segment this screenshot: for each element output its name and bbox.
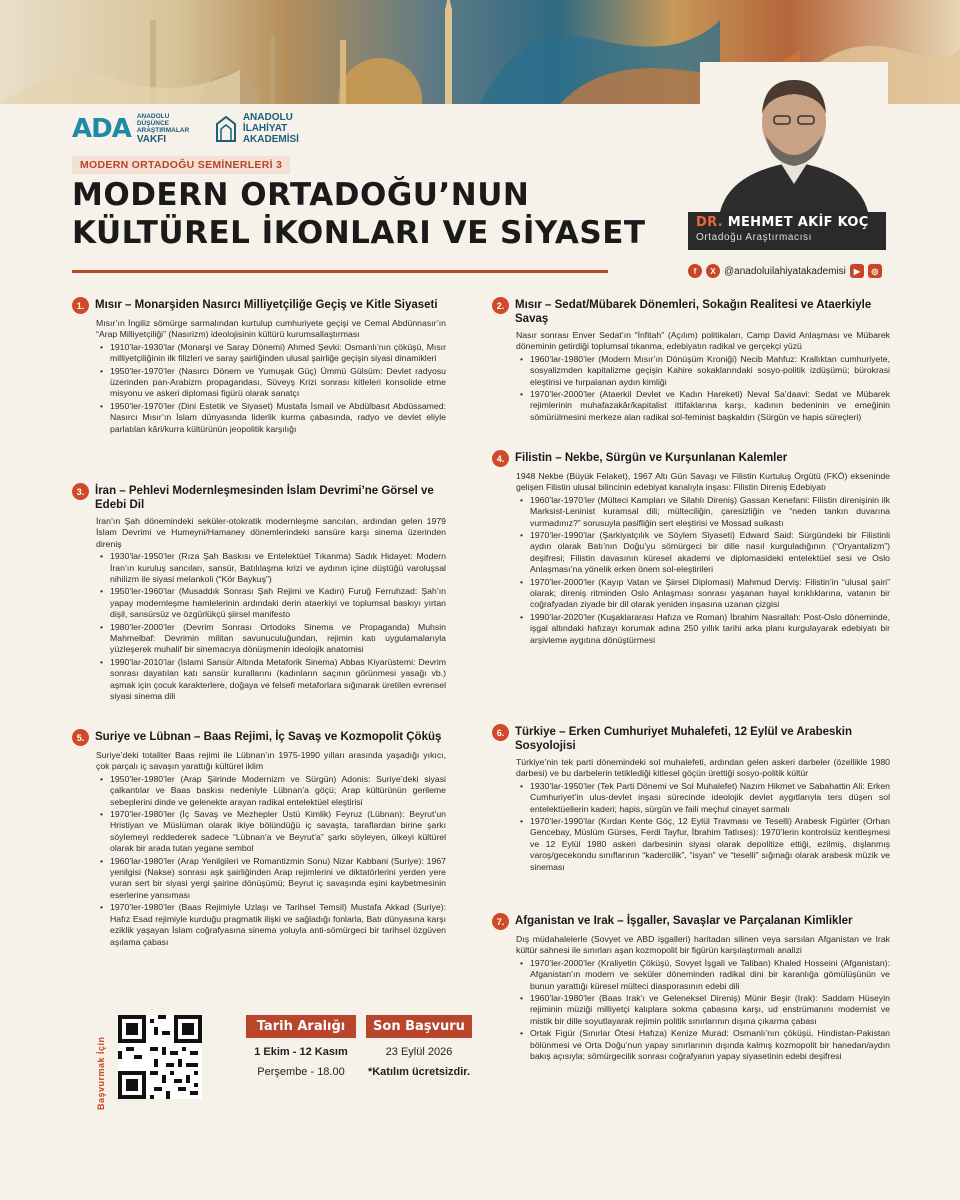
section-intro: Dış müdahalelerle (Sovyet ve ABD işgalleri) haritadan silinen veya sarsılan Afganistan ve Irak kültür sahnesi ile sınırları aşan kozmopolit bir figürün karşılaştırmalı analizi bbox=[516, 934, 890, 956]
list-item: • 1960’lar-1980’ler (Arap Yenilgileri ve Romantizmin Sonu) Nizar Kabbani (Suriye): 1967 yenilgisi (Nakse) sonrası aşk şairliğinden Arap rejimlerini ve diktatörlerini yerden yere vuran sert bir siyasi yergi şairine dönüşümü; Beyrut iç savaşında eşini kaybetmesinin eserlerine yansıması bbox=[110, 856, 446, 902]
section-intro: İran’ın Şah dönemindeki seküler-otokratik modernleşme sancıları, ardından gelen 1979 İslam Devrimi ve Humeyni/Hamaney dönemlerindeki sansüre karşı sinema üzerinden direniş bbox=[96, 516, 446, 549]
aia-logo-line-2: İLAHİYAT bbox=[242, 123, 288, 134]
logo-group bbox=[72, 112, 299, 145]
list-item: • 1970’ler-1990’lar (Kırdan Kente Göç, 12 Eylül Travması ve Teselli) Arabesk Figürler (Orhan Gencebay, Müslüm Gürses, Ferdi Tayfur, İbrahim Tatlıses): 1970’lerin kontrolsüz kentleşmesi ve 12 Eylül 1980 askeri darbesinin siyasi olarak depolitize ettiği, ezilmiş, dışlanmış varoş/gecekondu sınıflarının “kadercilik”, “isyan” ve “teselli” sığınağı olarak arabesk müzik ve sineması bbox=[530, 816, 890, 873]
speaker-portrait bbox=[700, 62, 888, 212]
list-item: • 1970’ler-2000’ler (Kayıp Vatan ve Şiirsel Diplomasi) Mahmud Derviş: Filistin’in “ulusal şairi” olarak; direniş ritminden Oslo Anlaşması sonrası yaşanan hayal kırıklıklarına, vatanın bir coğrafyadan ziyade bir dil olarak yeniden inşasına uzanan çizgisi bbox=[530, 577, 890, 611]
section-number: 3. bbox=[72, 483, 89, 500]
section-number: 5. bbox=[72, 729, 89, 746]
title-line-1: MODERN ORTADOĞU’NUN bbox=[72, 177, 530, 213]
ada-logo bbox=[72, 113, 197, 145]
list-item: • Ortak Figür (Sınırlar Ötesi Hafıza) Kenize Murad: Osmanlı’nın çöküşü, Hindistan-Pakistan bölünmesi ve Orta Doğu’nun yapay sınırlarının dışında kalmış kozmopolit bir hanedan/aydın bakış açısıyla; sömürgecilik sonrası coğrafyanın yapay siyasetinin edebi deşifresi bbox=[530, 1028, 890, 1062]
list-item: • 1970’ler-1980’ler (İç Savaş ve Mezhepler Üstü Kimlik) Feyruz (Lübnan): Beyrut’un Hristiyan ve Müslüman olarak ikiye bölündüğü iç savaşta, taraflardan birine şarkı söylemeyi reddederek sadece “Lübnan’a ve Beyrut’a” şarkı söyleyen, ülkeyi kültürel olarak bir arada tutan yegane sembol bbox=[110, 809, 446, 855]
ada-logo-name: VAKFI bbox=[136, 133, 167, 145]
youtube-icon[interactable]: ▶ bbox=[850, 264, 864, 278]
aia-logo-line-3: AKADEMİSİ bbox=[242, 134, 299, 145]
section-number: 7. bbox=[492, 913, 509, 930]
section-intro: Mısır’ın İngiliz sömürge sarmalından kurtulup cumhuriyete geçişi ve Cemal Abdünnasır’ın “Arap Milliyetçiliği” (Nasırizm) ideolojisinin kültürü kurumsallaştırması bbox=[96, 318, 446, 340]
x-icon[interactable]: X bbox=[706, 264, 720, 278]
section-list bbox=[96, 342, 446, 435]
section-list bbox=[96, 774, 446, 948]
section-number: 2. bbox=[492, 297, 509, 314]
section-7 bbox=[492, 914, 890, 1062]
section-intro: Nasır sonrası Enver Sedat’ın “İnfitah” (Açılım) politikaları, Camp David Anlaşması ve Mübarek döneminin getirdiği toplumsal tıkanma, edebiyatın radikal ve gerçekçi yüzü bbox=[516, 330, 890, 352]
page-title bbox=[72, 176, 646, 252]
list-item: • 1990’lar-2020’ler (Kuşaklararası Hafıza ve Roman) İbrahim Nasrallah: Post-Oslo döneminde, işgal altındaki hafızayı korumak adına 250 yıllık tarihi arka planı kurgulayarak edebiyatı bir arşivleme aygıtına dönüştürmesi bbox=[530, 612, 890, 646]
list-item: • 1980’ler-2000’ler (Devrim Sonrası Ortodoks Sinema ve Propaganda) Muhsin Mahmelbaf: Devrimin militan savunuculuğundan, rejimin katı uygulamalarıyla yüzleşerek muhalif bir sinemacıya dönüşmenin ideolojik anatomisi bbox=[110, 622, 446, 656]
aia-logo-line-1: ANADOLU bbox=[242, 112, 293, 123]
section-number: 6. bbox=[492, 724, 509, 741]
speaker-name: MEHMET AKİF KOÇ bbox=[727, 215, 869, 230]
section-number: 4. bbox=[492, 450, 509, 467]
list-item: • 1970’ler-2000’ler (Ataerkil Devlet ve Kadın Hareketi) Neval Sa’daavi: Sedat ve Mübarek rejimlerinin muhafazakâr/kapitalist ittifaklarına karşı, kadının bedeninin ve emeğinin sömürülmesini merkeze alan radikal sol-feminist başkaldırı (Sürgün ve hapis süreçleri) bbox=[530, 389, 890, 423]
list-item: • 1930’lar-1950’ler (Rıza Şah Baskısı ve Entelektüel Tıkanma) Sadık Hidayet: Modern İran’ın kuruluş sancıları, sansür, Batılılaşma krizi ve aydının içine düştüğü varoluşsal nihilizm ile siyasi melankoli (“Kör Baykuş”) bbox=[110, 551, 446, 585]
deadline-date: 23 Eylül 2026 bbox=[385, 1046, 453, 1058]
section-3 bbox=[72, 484, 446, 703]
section-intro: 1948 Nekbe (Büyük Felaket), 1967 Altı Gün Savaşı ve Filistin Kurtuluş Örgütü (FKÖ) ekseninde gelişen Filistin ulusal bilincinin edebiyat kanalıyla inşası: Filistin Direniş Edebiyatı bbox=[516, 471, 890, 493]
section-list bbox=[516, 958, 890, 1063]
free-participation-note: *Katılım ücretsizdir. bbox=[367, 1066, 471, 1078]
speaker-prefix: DR. bbox=[696, 215, 723, 230]
section-list bbox=[96, 551, 446, 702]
instagram-icon[interactable]: ◎ bbox=[868, 264, 882, 278]
section-title: Mısır – Sedat/Mübarek Dönemleri, Sokağın Realitesi ve Ataerkiyle Savaş bbox=[515, 299, 872, 325]
list-item: • 1960’lar-1970’ler (Mülteci Kampları ve Silahlı Direniş) Gassan Kenefani: Filistin direnişinin ilk Marksist-Leninist kuramsal dili; mülteciliğin, çaresizliğin ve “neden tankın duvarına vurmadınız?” sorusuyla pasifliğin sert eleştirisi ve Mossad suikastı bbox=[530, 495, 890, 529]
section-list bbox=[516, 781, 890, 873]
list-item: • 1960’lar-1980’ler (Modern Mısır’ın Dönüşüm Kroniği) Necib Mahfuz: Krallıktan cumhuriyete, sosyalizmden kapitalizme geçişin Kahire sokaklarındaki sosyo-politik izdüşümü; bürokrasi eleştirisi ve hırpalanan aydın kimliği bbox=[530, 354, 890, 388]
list-item: • 1910’lar-1930’lar (Monarşi ve Saray Dönemi) Ahmed Şevki: Osmanlı’nın çöküşü, Mısır milliyetçiliğinin ilk filizleri ve saray şairliğinden ulusal şairliğe geçişin siyasi dinamikleri bbox=[110, 342, 446, 365]
social-handle[interactable]: @anadoluilahiyatakademisi bbox=[724, 265, 846, 277]
section-intro: Türkiye’nin tek parti dönemindeki sol muhalefeti, ardından gelen askeri darbeler (özellikle 1980 darbesi) ve bu darbelerin tetiklediği kitlesel göçün ürettiği sosyo-politik kültür bbox=[516, 757, 890, 779]
section-title: Mısır – Monarşiden Nasırcı Milliyetçiliğe Geçiş ve Kitle Siyaseti bbox=[95, 299, 438, 311]
title-divider bbox=[72, 270, 608, 273]
list-item: • 1960’lar-1980’ler (Baas Irak’ı ve Geleneksel Direniş) Münir Beşir (Irak): Saddam Hüseyin rejiminin müziği milliyetçi kalıplara sokma çabasına karşı, ud enstrümanını modernist ve mistik bir dille soyutlayarak rejimin politik sınırlarının dışına çıkarma çabası bbox=[530, 993, 890, 1027]
list-item: • 1950’ler-1970’ler (Nasırcı Dönem ve Yumuşak Güç) Ümmü Gülsüm: Devlet radyosu üzerinden pan-Arabizm propagandası, Süveyş Krizi sonrası kitleleri konsolide etme misyonu ve askeri diplomasi figürü olarak sanatçı bbox=[110, 366, 446, 400]
session-time: Perşembe - 18.00 bbox=[257, 1066, 345, 1078]
speaker-card bbox=[688, 212, 886, 250]
section-5 bbox=[72, 730, 446, 948]
section-2 bbox=[492, 298, 890, 423]
aia-emblem-icon bbox=[215, 116, 237, 142]
list-item: • 1970’ler-1980’ler (Baas Rejimiyle Uzlaşı ve Tarihsel Temsil) Mustafa Akkad (Suriye): Hafız Esad rejimiyle kurduğu pragmatik ilişki ve sağladığı fonlarla, Batı dünyasına karşı eziklik yaşayan İslam coğrafyasına sinema yoluyla anti-sömürgeci bir tarihsel özgüven aşılama çabası bbox=[110, 902, 446, 948]
section-title: Afganistan ve Irak – İşgaller, Savaşlar ve Parçalanan Kimlikler bbox=[515, 915, 853, 927]
section-4 bbox=[492, 451, 890, 646]
qr-code[interactable] bbox=[118, 1015, 202, 1099]
section-list bbox=[516, 495, 890, 646]
facebook-icon[interactable]: f bbox=[688, 264, 702, 278]
series-tag: MODERN ORTADOĞU SEMİNERLERİ 3 bbox=[72, 156, 290, 174]
section-intro: Suriye’deki totaliter Baas rejimi ile Lübnan’ın 1975-1990 yılları arasında yaşadığı yıkıcı, çok parçalı iç savaşın yarattığı kültürel iklim bbox=[96, 750, 446, 772]
list-item: • 1950’ler-1980’ler (Arap Şiirinde Modernizm ve Sürgün) Adonis: Suriye’deki siyasi çalkantılar ve Baas baskısı nedeniyle Lübnan’a göçü; Arap kültürünün gerileme sebeplerini dinde ve gelenekte arayan radikal entelektüel eleştirisi bbox=[110, 774, 446, 808]
section-list bbox=[516, 354, 890, 423]
section-title: Suriye ve Lübnan – Baas Rejimi, İç Savaş ve Kozmopolit Çöküş bbox=[95, 731, 442, 743]
section-1 bbox=[72, 298, 446, 435]
ada-logo-small-text: ANADOLU DÜŞÜNCE ARAŞTIRMALAR bbox=[136, 112, 190, 134]
list-item: • 1970’ler-2000’ler (Kraliyetin Çöküşü, Sovyet İşgali ve Taliban) Khaled Hosseini (Afganistan): Afganistan’ın modern ve seküler döneminden radikal dini bir karanlığa gömülüşünün ve bunun yarattığı küresel mülteci diasporasının edebi dili bbox=[530, 958, 890, 992]
social-links bbox=[688, 264, 882, 278]
section-title: İran – Pehlevi Modernleşmesinden İslam Devrimi’ne Görsel ve Edebi Dil bbox=[95, 485, 434, 511]
date-range: 1 Ekim - 12 Kasım bbox=[254, 1046, 348, 1058]
section-number: 1. bbox=[72, 297, 89, 314]
ada-logo-mark: ADA bbox=[72, 113, 131, 144]
list-item: • 1950’ler-1970’ler (Dini Estetik ve Siyaset) Mustafa İsmail ve Abdülbasıt Abdüssamed: Nasırcı Mısır’ın İslam dünyasında liderlik kurma çabasında, radyo ve devlet eliyle parlatılan kâri/kurra kültürünün jeopolitik karşılığı bbox=[110, 401, 446, 435]
section-title: Türkiye – Erken Cumhuriyet Muhalefeti, 12 Eylül ve Arabeskin Sosyolojisi bbox=[515, 726, 853, 752]
date-range-tag: Tarih Aralığı bbox=[246, 1015, 356, 1038]
section-title: Filistin – Nekbe, Sürgün ve Kurşunlanan Kalemler bbox=[515, 452, 788, 464]
section-6 bbox=[492, 725, 890, 873]
list-item: • 1990’lar-2010’lar (İslami Sansür Altında Metaforik Sinema) Abbas Kiyarüstemi: Devrim sonrası dayatılan katı sansür kurallarını (kadınların saçının görünmesi yasağı vb.) aşmak için çocuk karakterlere, doğaya ve felsefi metaforlara sığınarak üretilen evrensel siyasi sinema dili bbox=[110, 657, 446, 703]
aia-logo bbox=[215, 112, 299, 145]
list-item: • 1970’ler-1990’lar (Şarkiyatçılık ve Söylem Siyaseti) Edward Said: Sürgündeki bir Filistinli aydın olarak Batı’nın Doğu’yu sömürgeci bir dille nasıl kurguladığının (“Oryantalizm”) deşifresi; Filistin davasının küresel akademi ve diplomasideki entelektüel sesi ve Oslo Anlaşması’na yönelik erken önem sol-eleştirileri bbox=[530, 530, 890, 576]
deadline-tag: Son Başvuru bbox=[366, 1015, 472, 1038]
title-line-2: KÜLTÜREL İKONLARI VE SİYASET bbox=[72, 215, 646, 251]
speaker-role: Ortadoğu Araştırmacısı bbox=[696, 232, 813, 243]
list-item: • 1950’ler-1960’lar (Musaddık Sonrası Şah Rejimi ve Kadın) Furuğ Ferruhzad: Şah’ın yapay modernleşme hamlelerinin ardındaki derin ataerkiyi ve toplumsal baskıyı yırtan dişil, sansürsüz ve özgürlükçü şiirsel manifesto bbox=[110, 586, 446, 620]
qr-label: Başvurmak İçin bbox=[96, 1036, 106, 1110]
list-item: • 1930’lar-1950’ler (Tek Parti Dönemi ve Sol Muhalefet) Nazım Hikmet ve Sabahattin Ali: Erken Cumhuriyet’in ulus-devlet inşası sürecinde ideolojik devlet aygıtlarıyla ters düşen sol entelektüellerin kaderi; hapis, sürgün ve faili meçhul cinayet sarmalı bbox=[530, 781, 890, 815]
